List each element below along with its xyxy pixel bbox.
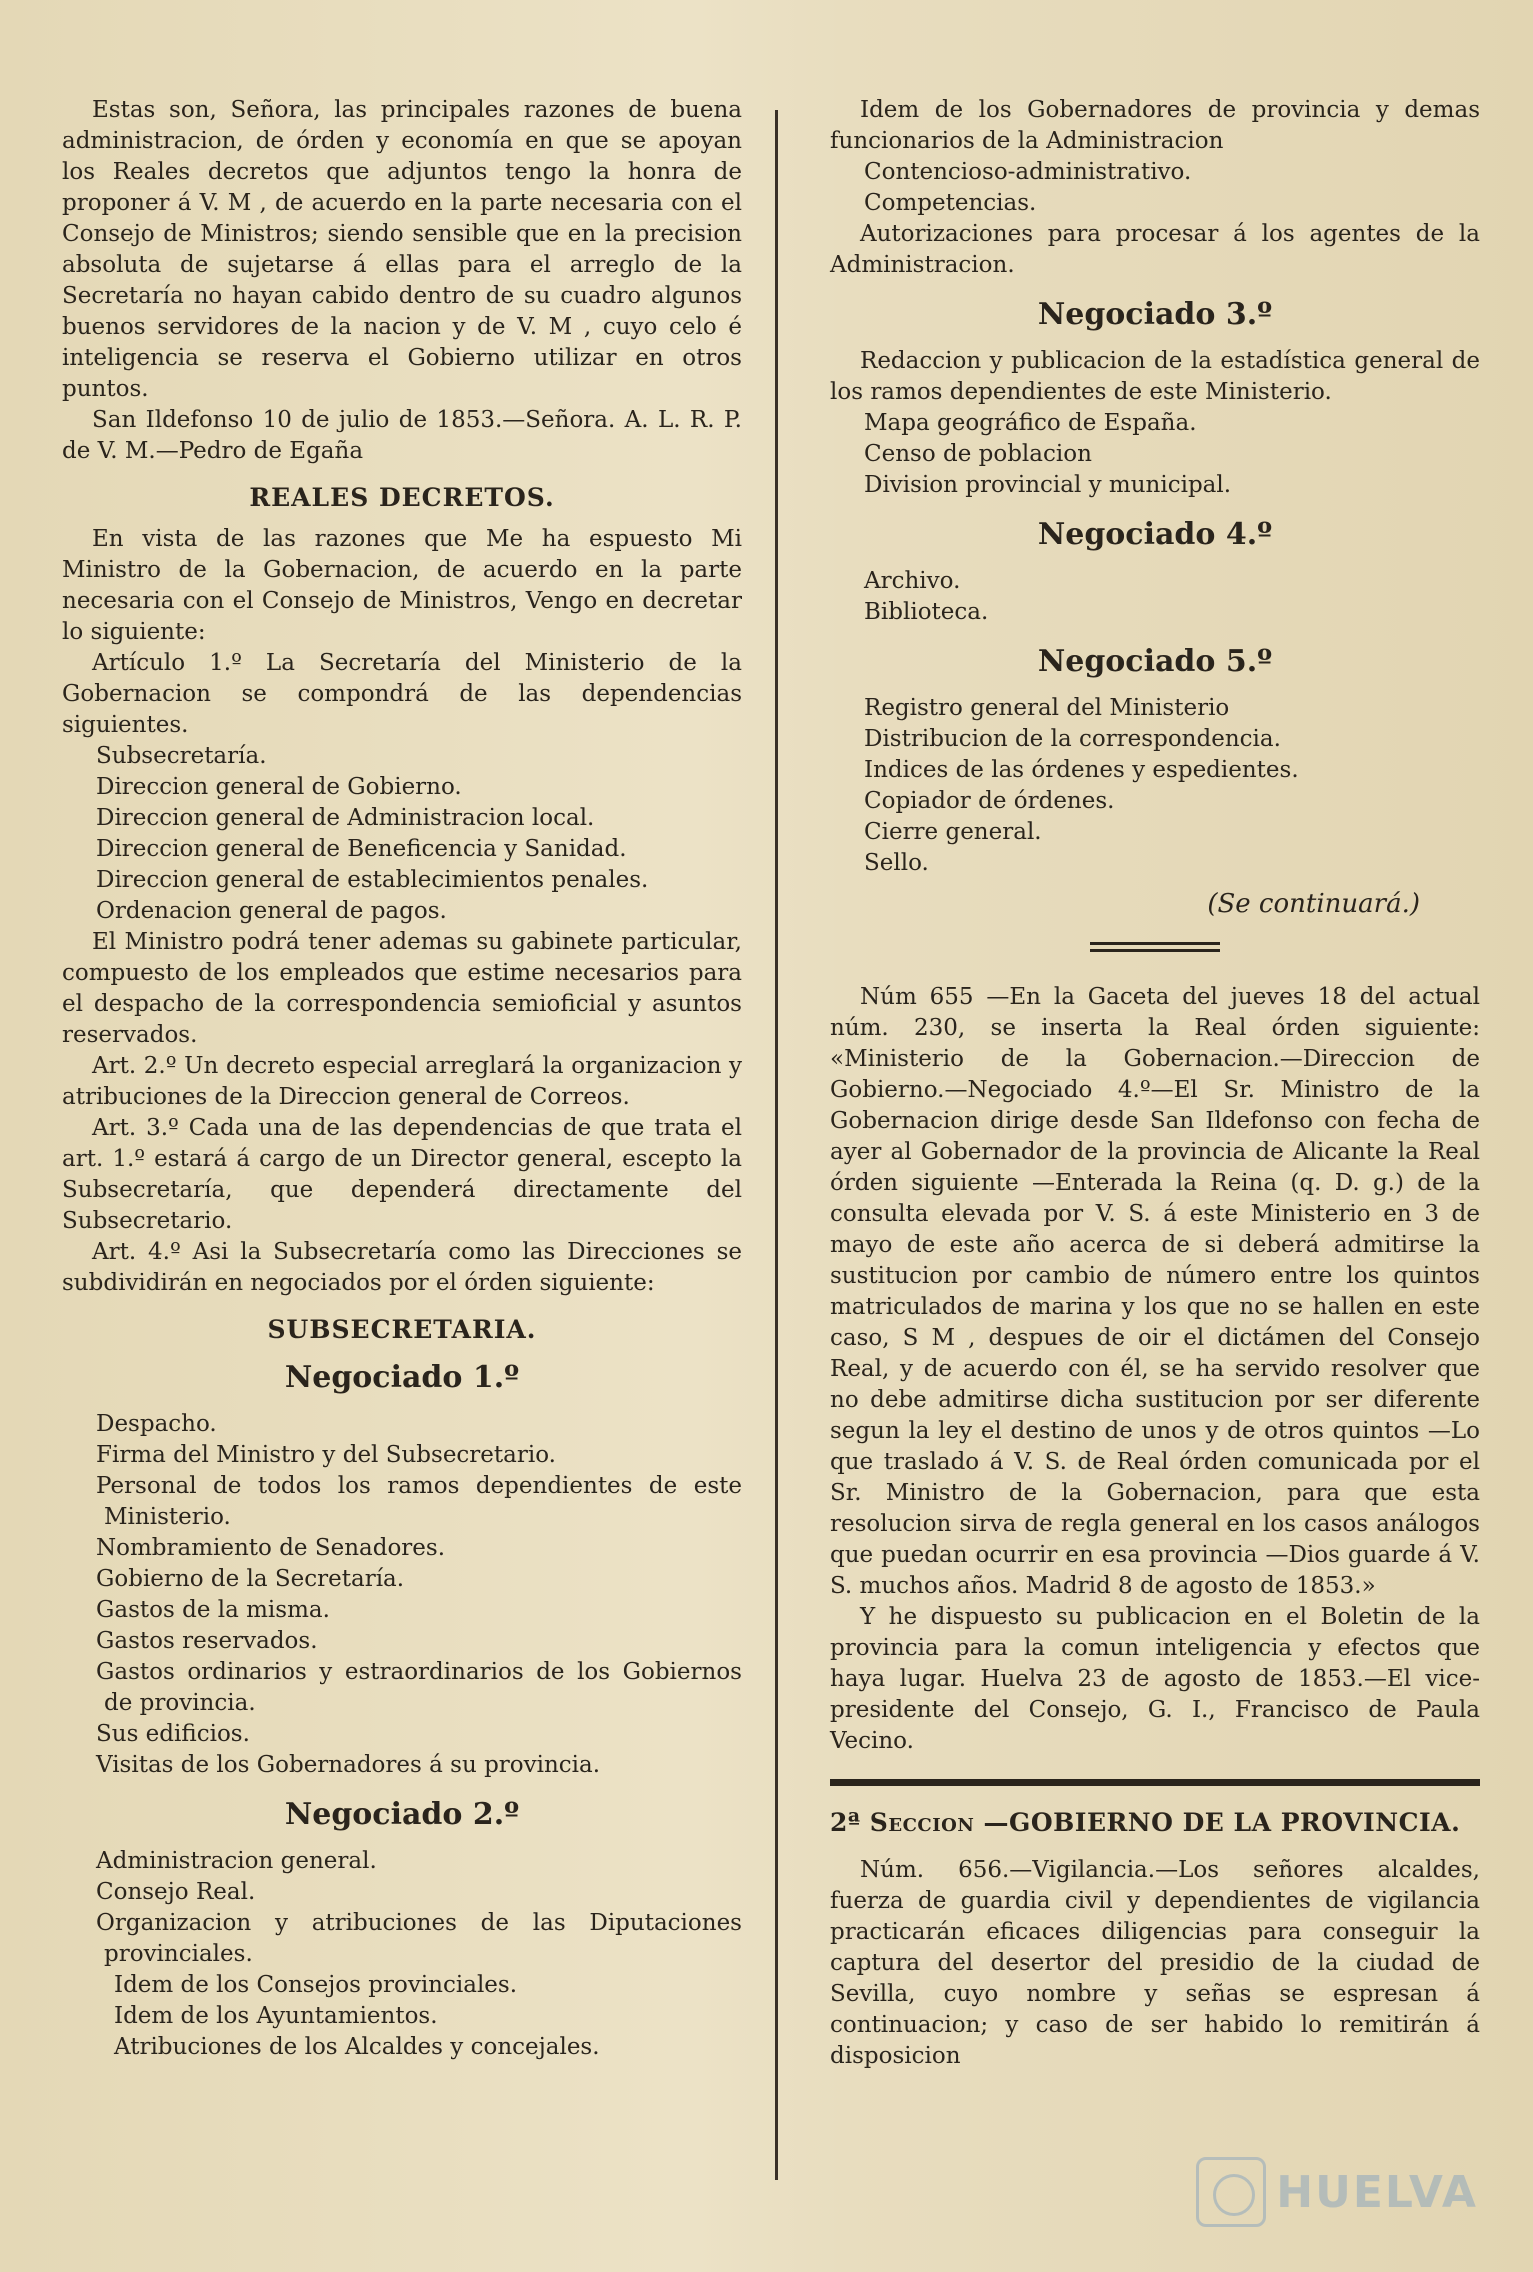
negociado-item: Gobierno de la Secretaría. xyxy=(96,1566,405,1592)
gabinete-paragraph: El Ministro podrá tener ademas su gabinete particular, compuesto de los empleados que estime necesarios para el despacho de la correspondencia semioficial y asuntos reservados. xyxy=(62,929,742,1048)
negociado-item: Nombramiento de Senadores. xyxy=(96,1535,446,1561)
negociado-item: Consejo Real. xyxy=(96,1879,256,1905)
negociado-item: Autorizaciones para procesar á los agentes de la Administracion. xyxy=(830,221,1480,278)
heading-subsecretaria: SUBSECRETARIA. xyxy=(267,1315,537,1344)
signature-line: San Ildefonso 10 de julio de 1853.—Señora. A. L. R. P. de V. M.—Pedro de Egaña xyxy=(62,407,742,464)
dependency-item: Ordenacion general de pagos. xyxy=(96,898,447,924)
continuara-note: (Se continuará.) xyxy=(1207,889,1420,919)
negociado-item: Division provincial y municipal. xyxy=(864,472,1232,498)
negociado-item: Idem de los Ayuntamientos. xyxy=(114,2003,438,2029)
dependency-item: Direccion general de Administracion local. xyxy=(96,805,595,831)
negociado-item: Gastos de la misma. xyxy=(96,1597,330,1623)
negociado-item: Personal de todos los ramos dependientes de este Ministerio. xyxy=(96,1473,742,1530)
archive-watermark xyxy=(1196,2157,1478,2227)
negociado-item: Administracion general. xyxy=(96,1848,377,1874)
negociado-item: Visitas de los Gobernadores á su provincia. xyxy=(96,1752,601,1778)
negociado-item: Censo de poblacion xyxy=(864,441,1092,467)
negociado-5-title: Negociado 5.º xyxy=(1037,644,1273,679)
negociado-1-title: Negociado 1.º xyxy=(284,1360,520,1395)
negociado-item: Sus edificios. xyxy=(96,1721,250,1747)
negociado-item: Redaccion y publicacion de la estadística general de los ramos dependientes de este Ministerio. xyxy=(830,348,1480,405)
section-label: Seccion xyxy=(869,1808,975,1837)
watermark-text: HUELVA xyxy=(1276,2166,1478,2218)
article-2: Art. 2.º Un decreto especial arreglará la organizacion y atribuciones de la Direccion general de Correos. xyxy=(62,1053,742,1110)
heading-reales-decretos: REALES DECRETOS. xyxy=(249,483,555,512)
negociado-item: Gastos reservados. xyxy=(96,1628,318,1654)
dependency-item: Subsecretaría. xyxy=(96,743,267,769)
num-656-paragraph: Núm. 656.—Vigilancia.—Los señores alcaldes, fuerza de guardia civil y dependientes de vigilancia practicarán eficaces diligencias para conseguir la captura del desertor del presidio de la ciudad de Sevilla, cuyo nombre y señas se espresan á continuacion; y caso de ser habido lo remitirán á disposicion xyxy=(830,1857,1480,2069)
num-655-closing: Y he dispuesto su publicacion en el Boletin de la provincia para la comun inteligencia y efectos que haya lugar. Huelva 23 de agosto de 1853.—El vice-presidente del Consejo, G. I., Francisco de Paula Vecino. xyxy=(830,1604,1480,1754)
negociado-item: Firma del Ministro y del Subsecretario. xyxy=(96,1442,556,1468)
negociado-item: Biblioteca. xyxy=(864,599,989,625)
dependency-item: Direccion general de Beneficencia y Sanidad. xyxy=(96,836,627,862)
negociado-item: Sello. xyxy=(864,850,929,876)
negociado-item: Contencioso-administrativo. xyxy=(864,159,1192,185)
right-column xyxy=(830,95,1480,2072)
negociado-item: Registro general del Ministerio xyxy=(864,695,1230,721)
article-3: Art. 3.º Cada una de las dependencias de que trata el art. 1.º estará á cargo de un Director general, escepto la Subsecretaría, que dependerá directamente del Subsecretario. xyxy=(62,1115,742,1234)
section-title: —GOBIERNO DE LA PROVINCIA. xyxy=(983,1808,1461,1837)
negociado-item: Idem de los Consejos provinciales. xyxy=(114,1972,518,1998)
section-dash-separator xyxy=(1090,942,1220,952)
negociado-4-title: Negociado 4.º xyxy=(1037,517,1273,552)
negociado-item: Cierre general. xyxy=(864,819,1042,845)
negociado-item: Copiador de órdenes. xyxy=(864,788,1115,814)
dependency-item: Direccion general de Gobierno. xyxy=(96,774,462,800)
negociado-item: Atribuciones de los Alcaldes y concejales. xyxy=(114,2034,600,2060)
negociado-item: Indices de las órdenes y espedientes. xyxy=(864,757,1299,783)
column-divider xyxy=(775,110,778,2180)
diputacion-seal-icon xyxy=(1196,2157,1266,2227)
negociado-item: Archivo. xyxy=(864,568,961,594)
decree-intro: En vista de las razones que Me ha espuesto Mi Ministro de la Gobernacion, de acuerdo en la parte necesaria con el Consejo de Ministros, Vengo en decretar lo siguiente: xyxy=(62,526,742,645)
num-655-paragraph: Núm 655 —En la Gaceta del jueves 18 del actual núm. 230, se inserta la Real órden siguiente: «Ministerio de la Gobernacion.—Direccion de Gobierno.—Negociado 4.º—El Sr. Ministro de la Gobernacion dirige desde San Ildefonso con fecha de ayer al Gobernador de la provincia de Alicante la Real órden siguiente —Enterada la Reina (q. D. g.) de la consulta elevada por V. S. á este Ministerio en 3 de mayo de este año acerca de si deberá admitirse la sustitucion por cambio de número entre los quintos matriculados de marina y los que no se hallen en este caso, S M , despues de oir el dictámen del Consejo Real, y de acuerdo con él, se ha servido resolver que no debe admitirse dicha sustitucion por ser diferente segun la ley el destino de unos y de otros quintos —Lo que traslado á V. S. de Real órden comunicada por el Sr. Ministro de la Gobernacion, para que esta resolucion sirva de regla general en los casos análogos que puedan ocurrir en esa provincia —Dios guarde á V. S. muchos años. Madrid 8 de agosto de 1853.» xyxy=(830,984,1480,1599)
intro-paragraph: Estas son, Señora, las principales razones de buena administracion, de órden y economía en que se apoyan los Reales decretos que adjuntos tengo la honra de proponer á V. M , de acuerdo en la parte necesaria con el Consejo de Ministros; siendo sensible que en la precision absoluta de sujetarse á ellas para el arreglo de la Secretaría no hayan cabido dentro de su cuadro algunos buenos servidores de la nacion y de V. M , cuyo celo é inteligencia se reserva el Gobierno utilizar en otros puntos. xyxy=(62,97,742,402)
dependency-item: Direccion general de establecimientos penales. xyxy=(96,867,649,893)
negociado-2-title: Negociado 2.º xyxy=(284,1797,520,1832)
negociado-item: Despacho. xyxy=(96,1411,217,1437)
negociado-item: Idem de los Gobernadores de provincia y demas funcionarios de la Administracion xyxy=(830,97,1480,154)
section-rule xyxy=(830,1779,1480,1786)
left-column xyxy=(62,95,742,2063)
negociado-item: Mapa geográfico de España. xyxy=(864,410,1197,436)
negociado-item: Competencias. xyxy=(864,190,1037,216)
section-2-heading xyxy=(830,1808,1480,1837)
negociado-item: Organizacion y atribuciones de las Diputaciones provinciales. xyxy=(96,1910,742,1967)
negociado-3-title: Negociado 3.º xyxy=(1037,297,1273,332)
section-number: 2ª xyxy=(830,1808,861,1837)
article-1: Artículo 1.º La Secretaría del Ministerio de la Gobernacion se compondrá de las dependencias siguientes. xyxy=(62,650,742,738)
negociado-item: Distribucion de la correspondencia. xyxy=(864,726,1281,752)
article-4: Art. 4.º Asi la Subsecretaría como las Direcciones se subdividirán en negociados por el órden siguiente: xyxy=(62,1239,742,1296)
negociado-item: Gastos ordinarios y estraordinarios de los Gobiernos de provincia. xyxy=(96,1659,742,1716)
